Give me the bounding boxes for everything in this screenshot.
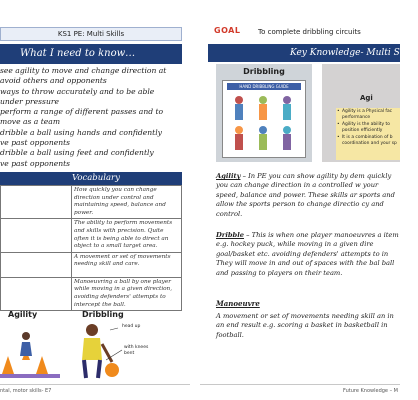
agility-paragraph	[216, 172, 400, 219]
key-knowledge-heading: Key Knowledge- Multi Skills	[208, 44, 400, 62]
table-row	[1, 186, 182, 219]
dribbling-card-title: Dribbling	[243, 67, 285, 76]
agility-cones-illustration	[0, 322, 60, 380]
page-title: KS1 PE: Multi Skills	[0, 27, 182, 41]
dribbling-card	[216, 64, 312, 162]
vocab-definition: How quickly you can change direction under control and maintaining speed, balance and power.	[72, 186, 182, 219]
goal-logo: GOAL	[214, 26, 241, 35]
table-row	[1, 219, 182, 252]
list-item: under pressure	[0, 96, 59, 106]
list-item: ways to throw accurately and to be able	[0, 86, 155, 96]
vocab-term	[1, 186, 72, 219]
footer-text: ntal, motor skills- E7	[0, 388, 52, 394]
list-item: avoid others and opponents	[0, 76, 107, 86]
vocab-term	[1, 277, 72, 310]
agility-card	[322, 64, 400, 162]
vocabulary-table	[0, 185, 182, 311]
vocab-definition: The ability to perform movements and skills with precision. Quite often it is being able to direct an object to a small target area.	[72, 219, 182, 252]
agility-bullet: • Agility is the ability to position efficiently	[336, 121, 400, 134]
list-item: perform a range of different passes and to	[0, 107, 164, 117]
list-item: ve past opponents	[0, 138, 71, 148]
list-item: see agility to move and change direction at	[0, 66, 167, 75]
vocabulary-heading: Vocabulary	[0, 172, 182, 185]
hand-dribbling-poster	[222, 80, 306, 158]
goal-text: To complete dribbling circuits	[258, 28, 361, 36]
right-page	[200, 0, 418, 400]
child-head-icon	[86, 324, 98, 336]
child-head-icon	[22, 332, 30, 340]
agility-text: – In PE you can show agility by dem quickly you can change direction in a controlled w your speed, balance and power. These skills ar sports and allow the sports person to change directio cy and control.	[216, 172, 395, 218]
vocab-term	[1, 252, 72, 277]
agility-label: Agility	[8, 310, 38, 319]
list-item: move as a team	[0, 117, 61, 127]
poster-title: HAND DRIBBLING GUIDE	[227, 83, 301, 90]
dribble-term: Dribble	[216, 231, 245, 239]
section-heading-what-i-need: What I need to know…	[0, 44, 182, 64]
list-item: ve past opponents	[0, 158, 71, 168]
agility-term: Agility	[216, 172, 241, 180]
vocab-definition: Manoeuvring a ball by one player while moving in a given direction, avoiding defenders' attempts to intercept the ball.	[72, 277, 182, 310]
list-item: dribble a ball using feet and confidently	[0, 148, 154, 158]
agility-bullet: • It is a combination of b coordination and your sp	[336, 134, 400, 147]
left-footer	[0, 384, 190, 399]
dribbling-label: Dribbling	[82, 310, 124, 319]
vocab-term	[1, 219, 72, 252]
footer-text: Future Knowledge – M	[343, 388, 398, 394]
dribbling-figures-icon	[225, 92, 303, 156]
list-item: dribble a ball using hands and confidently	[0, 127, 162, 137]
head-up-note: head up	[122, 324, 141, 329]
vocab-definition: A movement or set of movements needing skill and care.	[72, 252, 182, 277]
agility-bullet: • Agility is a Physical fac performance	[336, 108, 400, 121]
manoeuvre-heading: Manoeuvre	[216, 299, 260, 308]
agility-card-title: Agi	[360, 94, 373, 102]
dribble-text: – This is when one player manoeuvres a item e.g. hockey puck, while moving in a given dire goal/basket etc. avoiding defenders' attempts to in They will move in and out of spaces with the bal ball and passing to players on their team.	[216, 231, 399, 277]
ball-icon	[105, 363, 119, 377]
dribble-paragraph	[216, 231, 400, 278]
manoeuvre-paragraph: A movement or set of movements needing skill an in an end result e.g. scoring a basket in basketball in football.	[216, 312, 394, 339]
table-row	[1, 277, 182, 310]
right-footer	[200, 384, 400, 399]
table-row	[1, 252, 182, 277]
knee-note: with knees bent	[124, 345, 149, 356]
agility-notes	[336, 108, 400, 160]
left-page	[0, 0, 200, 400]
learning-list	[0, 66, 190, 169]
